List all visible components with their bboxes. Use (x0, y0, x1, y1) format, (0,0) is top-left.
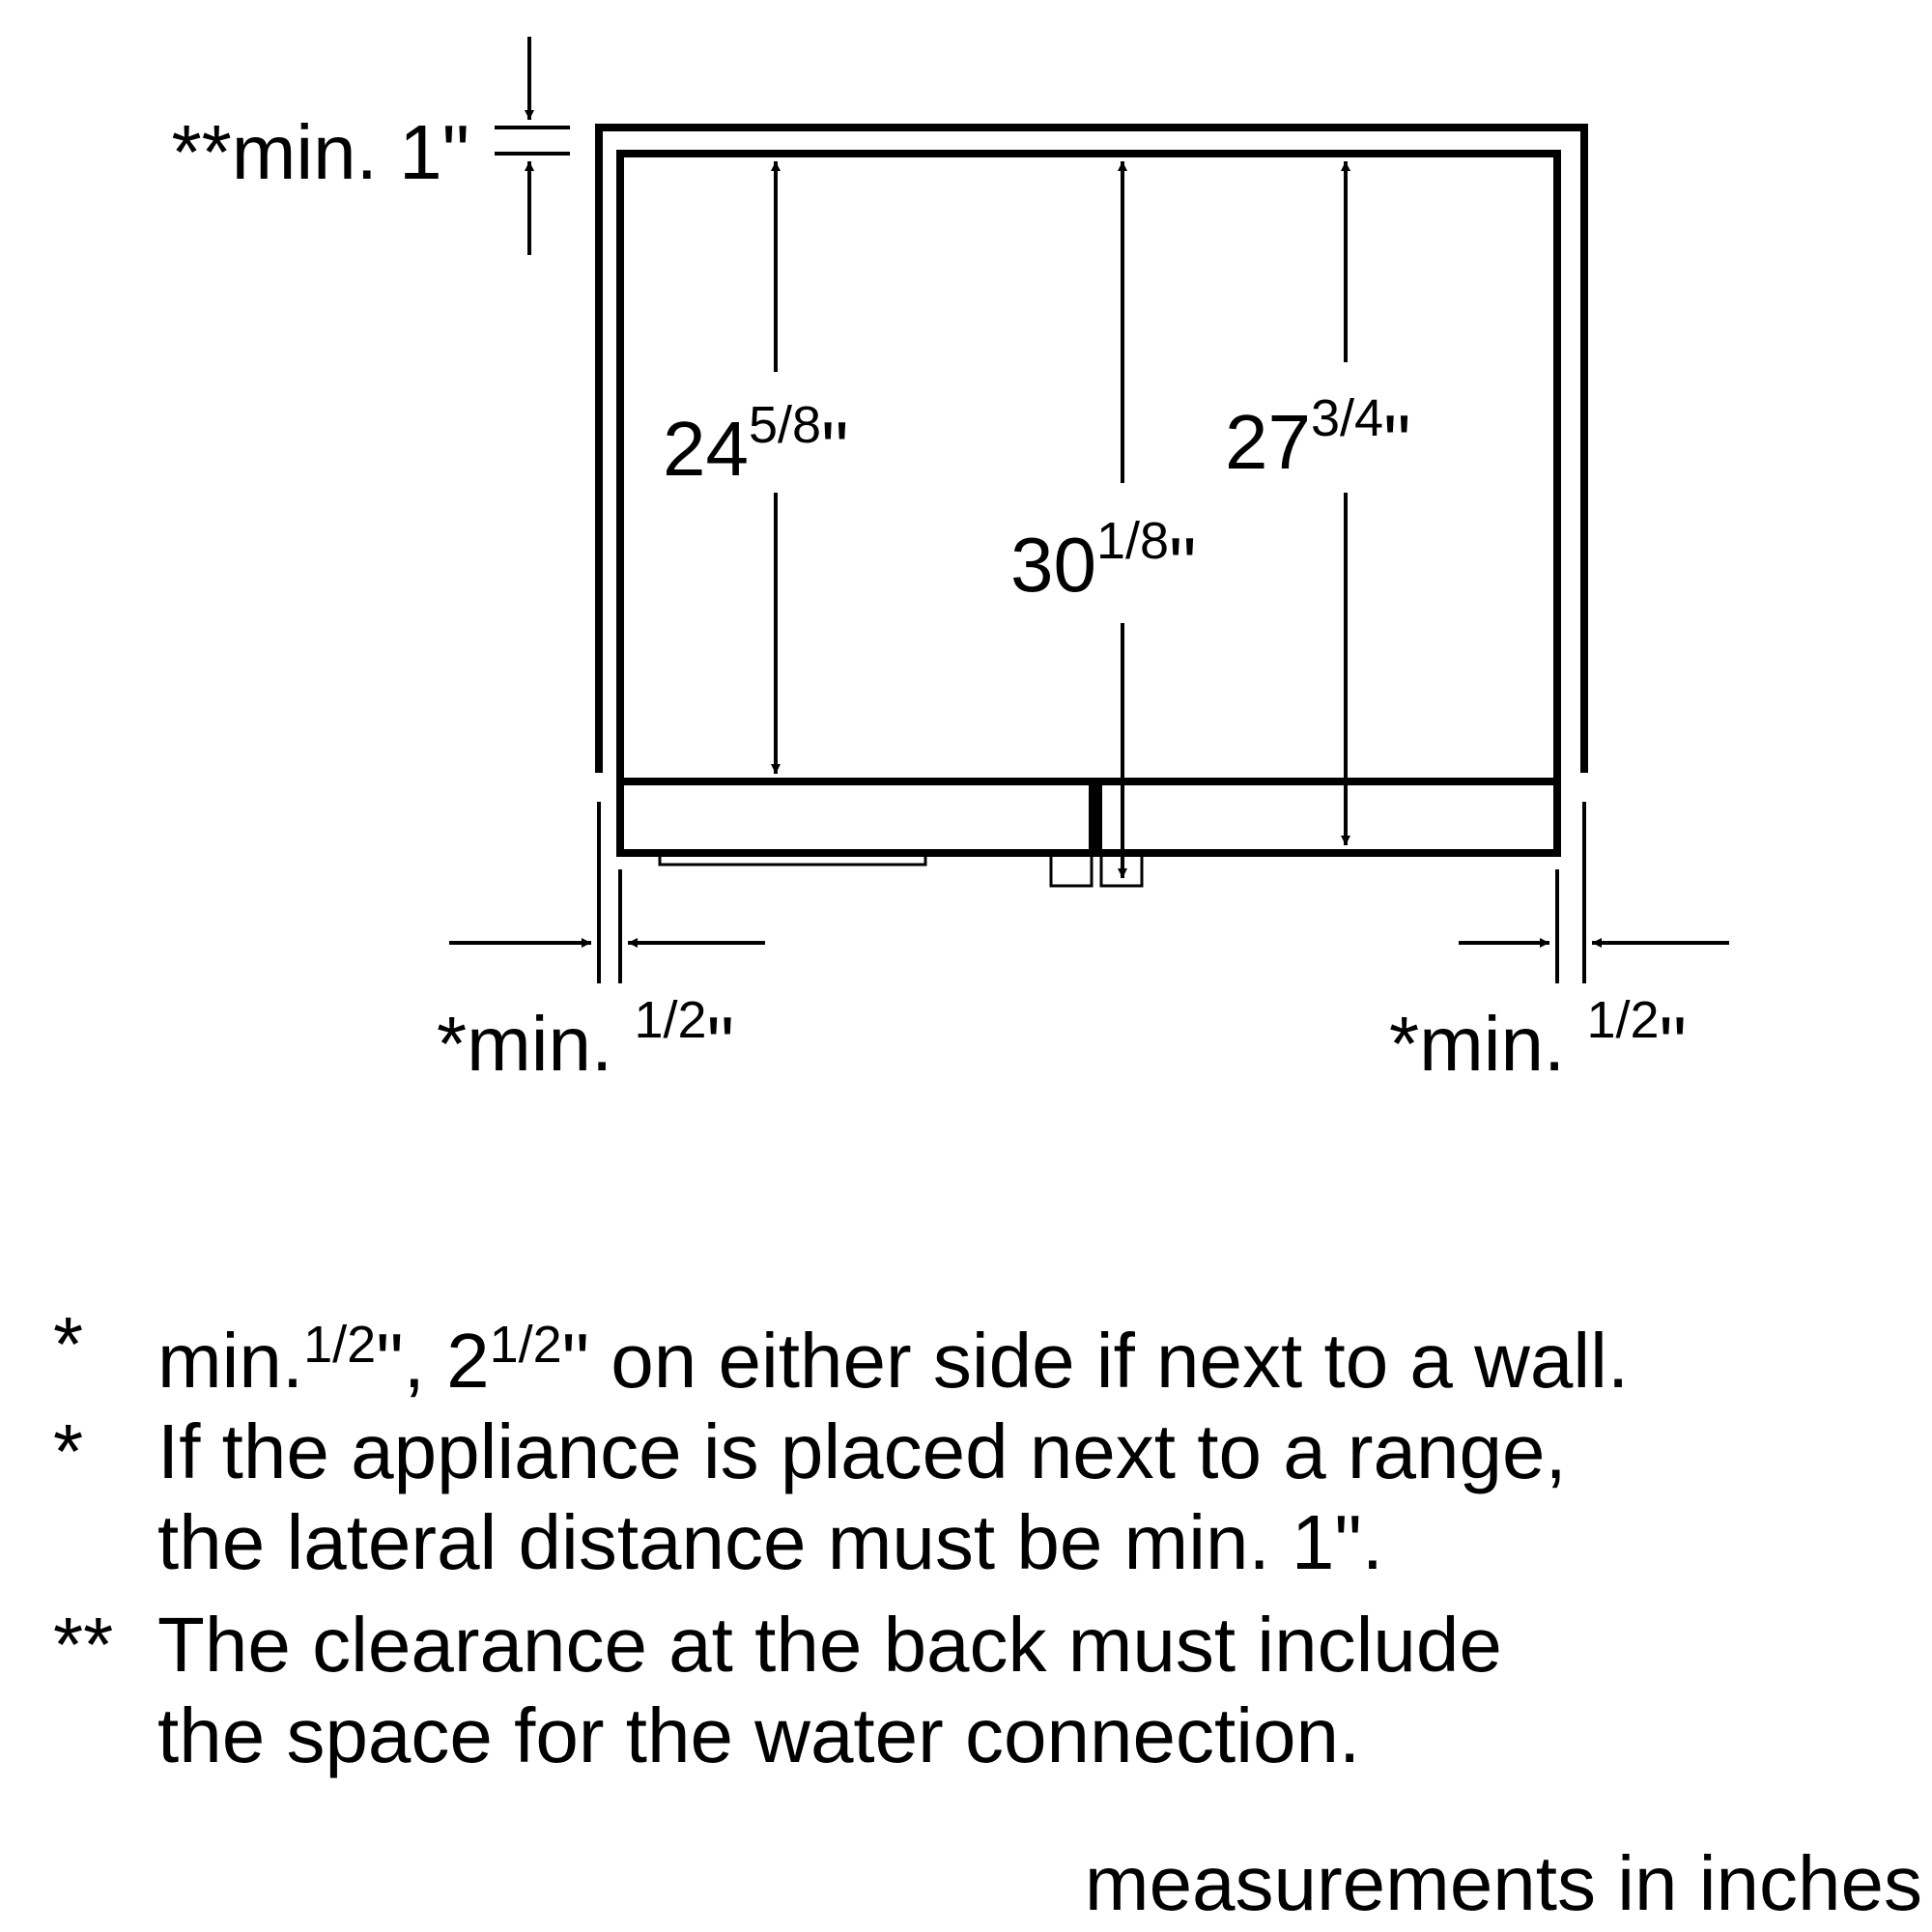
note-wall-clearance (53, 1299, 1918, 1406)
appliance-body (620, 154, 1557, 853)
side-left-label: *min. 1/2" (437, 991, 734, 1087)
height-left-label: 245/8" (663, 396, 849, 492)
foot-box-left (1051, 853, 1092, 886)
footnotes (53, 1299, 1918, 1781)
note-range-distance (53, 1406, 1918, 1588)
side-right-label: *min. 1/2" (1389, 991, 1687, 1087)
note-text: The clearance at the back must include the space for the water connection. (157, 1602, 1502, 1778)
note-text: min.$^{1/2}$", $2^{1/2}$" on either side if next to a wall. (157, 1316, 1630, 1404)
note-marker: * (53, 1408, 84, 1494)
note-back-clearance (53, 1600, 1918, 1781)
note-text: If the appliance is placed next to a range, the lateral distance must be min. 1". (157, 1408, 1567, 1585)
units-footer: measurements in inches (1084, 1840, 1922, 1926)
note-marker: ** (53, 1602, 114, 1688)
center-post (1089, 781, 1102, 853)
note-marker: * (53, 1301, 84, 1387)
height-right-label: 273/4" (1225, 389, 1411, 485)
height-center-label: 301/8" (1010, 512, 1197, 608)
top-clearance-label: **min. 1" (171, 109, 469, 195)
